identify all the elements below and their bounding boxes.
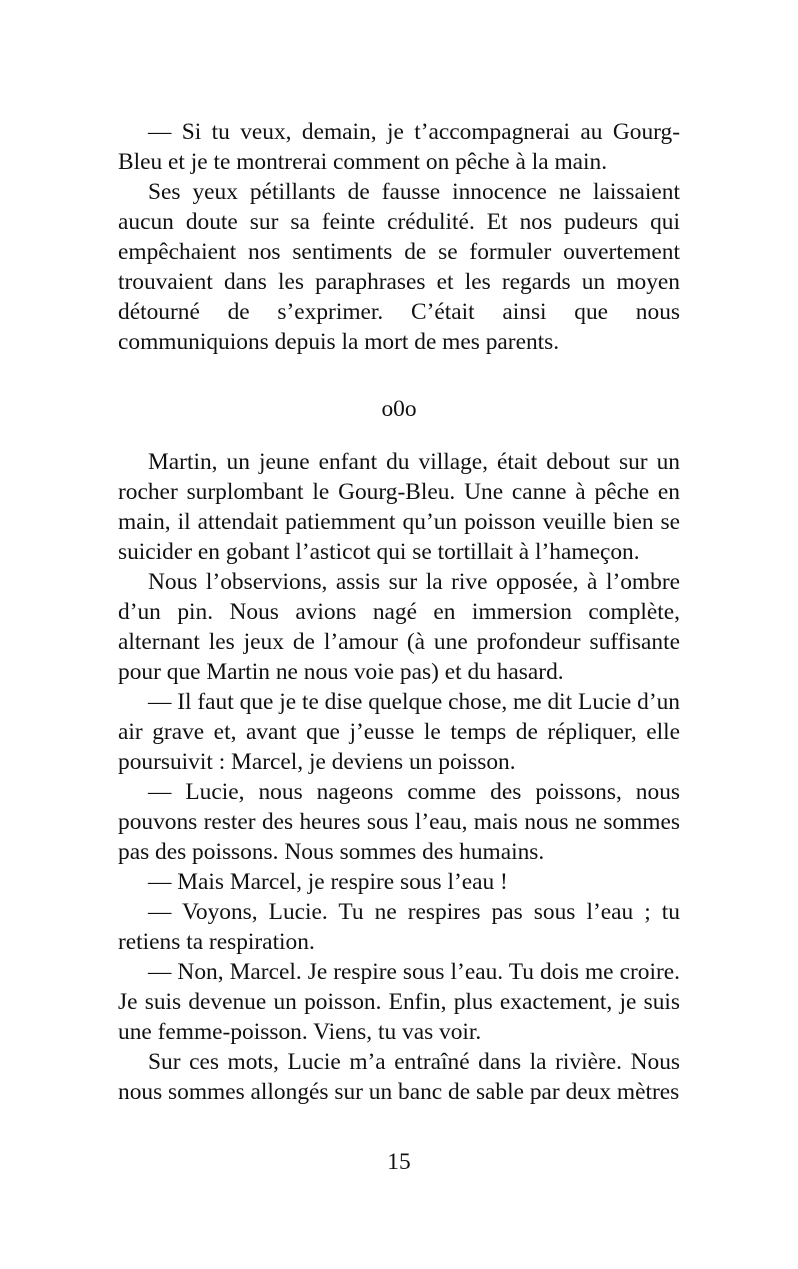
paragraph: — Voyons, Lucie. Tu ne respires pas sous l’eau ; tu retiens ta respiration. xyxy=(118,899,680,955)
paragraph: — Lucie, nous nageons comme des poissons, nous pouvons rester des heures sous l’eau, mais nous ne sommes pas des poissons. Nous sommes des humains. xyxy=(118,779,680,865)
text-section-2 xyxy=(118,447,680,1107)
text-section-1 xyxy=(118,117,680,357)
section-separator: o0o xyxy=(381,396,417,422)
paragraph: — Non, Marcel. Je respire sous l’eau. Tu dois me croire. Je suis devenue un poisson. Enfin, plus exactement, je suis une femme-poisson. Viens, tu vas voir. xyxy=(118,959,680,1045)
paragraph: — Mais Marcel, je respire sous l’eau ! xyxy=(148,869,508,895)
paragraph: Ses yeux pétillants de fausse innocence ne laissaient aucun doute sur sa feinte crédulité. Et nos pudeurs qui empêchaient nos sentiments de se formuler ouvertement trouvaient dans les paraphrases et les regards un moyen détourné de s’exprimer. C’était ainsi que nous communiquions depuis la mort de mes parents. xyxy=(118,179,680,355)
paragraph: Sur ces mots, Lucie m’a entraîné dans la rivière. Nous nous sommes allongés sur un banc de sable par deux mètres xyxy=(118,1049,680,1105)
paragraph: — Si tu veux, demain, je t’accompagnerai au Gourg-Bleu et je te montrerai comment on pêche à la main. xyxy=(118,119,680,175)
paragraph: Martin, un jeune enfant du village, était debout sur un rocher surplombant le Gourg-Bleu. Une canne à pêche en main, il attendait patiemment qu’un poisson veuille bien se suicider en gobant l’asticot qui se tortillait à l’hameçon. xyxy=(118,449,680,565)
paragraph: Nous l’observions, assis sur la rive opposée, à l’ombre d’un pin. Nous avions nagé en immersion complète, alternant les jeux de l’amour (à une profondeur suffisante pour que Martin ne nous voie pas) et du hasard. xyxy=(118,569,680,685)
paragraph: — Il faut que je te dise quelque chose, me dit Lucie d’un air grave et, avant que j’eusse le temps de répliquer, elle poursuivit : Marcel, je deviens un poisson. xyxy=(118,689,680,775)
page-number: 15 xyxy=(387,1149,411,1175)
